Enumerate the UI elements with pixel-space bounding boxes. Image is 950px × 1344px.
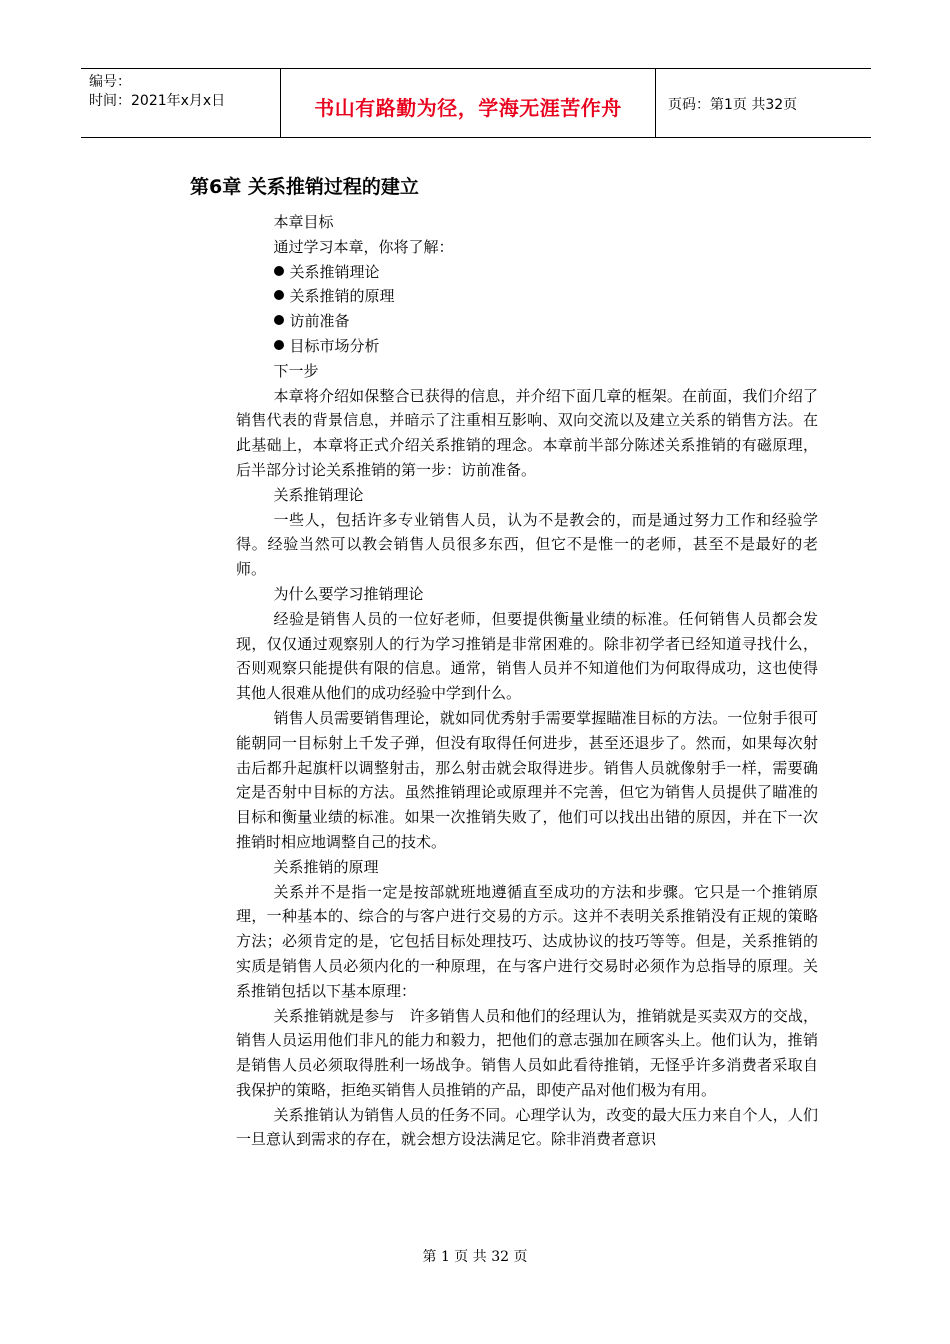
body-paragraph: 销售人员需要销售理论，就如同优秀射手需要掌握瞄准目标的方法。一位射手很可能朝同一目标射上千发子弹，但没有取得任何进步，甚至还退步了。然而，如果每次射击后都升起旗杆以调整射击，那么射击就会取得进步。销售人员就像射手一样，需要确定是否射中目标的方法。虽然推销理论或原理并不完善，但它为销售人员提供了瞄准的目标和衡量业绩的标准。如果一次推销失败了，他们可以找出出错的原因，并在下一次推销时相应地调整自己的技术。 [236,708,818,851]
header-page-cell [656,69,871,137]
objectives-heading: 本章目标 [273,213,334,231]
next-step-heading: 下一步 [273,361,319,380]
bullet-icon [274,340,284,350]
objective-item: 访前准备 [236,309,818,334]
body-paragraph: 经验是销售人员的一位好老师，但要提供衡量业绩的标准。任何销售人员都会发现，仅仅通过观察别人的行为学习推销是非常困难的。除非初学者已经知道寻找什么，否则观察只能提供有限的信息。通常，销售人员并不知道他们为何取得成功，这也使得其他人很难从他们的成功经验中学到什么。 [236,609,818,703]
bullet-icon [274,315,284,325]
bullet-icon [274,266,284,276]
document-date-label: 时间：2021年x月x日 [89,93,226,109]
bullet-icon [274,290,284,300]
header-page-info: 页码：第1页 共32页 [668,97,798,113]
section-heading: 为什么要学习推销理论 [273,584,424,603]
objective-item: 目标市场分析 [236,334,818,359]
section-heading: 关系推销的原理 [273,857,379,876]
body-paragraph: 一些人，包括许多专业销售人员，认为不是教会的，而是通过努力工作和经验学得。经验当然可以教会销售人员很多东西，但它不是惟一的老师，甚至不是最好的老师。 [236,510,818,579]
chapter-title: 第6章 关系推销过程的建立 [190,176,419,198]
body-paragraph: 关系推销就是参与 许多销售人员和他们的经理认为，推销就是买卖双方的交战，销售人员运用他们非凡的能力和毅力，把他们的意志强加在顾客头上。他们认为，推销是销售人员必须取得胜利一场战争。销售人员如此看待推销，无怪乎许多消费者采取自我保护的策略，拒绝买销售人员推销的产品，即使产品对他们极为有用。 [236,1006,818,1099]
header-motto-cell [281,69,656,137]
header-meta-cell [81,69,281,137]
objective-item: 关系推销理论 [236,260,818,285]
document-body [236,210,818,1152]
header-motto: 书山有路勤为径，学海无涯苦作舟 [314,95,622,120]
body-paragraph: 关系推销认为销售人员的任务不同。心理学认为，改变的最大压力来自个人，人们一旦意认到需求的存在，就会想方设法满足它。除非消费者意识 [236,1105,818,1149]
page-footer: 第 1 页 共 32 页 [422,1249,528,1265]
objectives-intro: 通过学习本章，你将了解： [273,237,454,256]
document-number-label: 编号： [89,74,131,90]
body-paragraph: 本章将介绍如保整合已获得的信息，并介绍下面几章的框架。在前面，我们介绍了销售代表的背景信息，并暗示了注重相互影响、双向交流以及建立关系的销售方法。在此基础上，本章将正式介绍关系推销的理念。本章前半部分陈述关系推销的有磁原理，后半部分讨论关系推销的第一步：访前准备。 [236,386,818,479]
section-heading: 关系推销理论 [273,485,364,504]
document-header [81,68,871,138]
objective-item: 关系推销的原理 [236,284,818,309]
body-paragraph: 关系并不是指一定是按部就班地遵循直至成功的方法和步骤。它只是一个推销原理，一种基本的、综合的与客户进行交易的方示。这并不表明关系推销没有正规的策略方法；必须肯定的是，它包括目标处理技巧、达成协议的技巧等等。但是，关系推销的实质是销售人员必须内化的一种原理，在与客户进行交易时必须作为总指导的原理。关系推销包括以下基本原理： [236,882,818,1000]
